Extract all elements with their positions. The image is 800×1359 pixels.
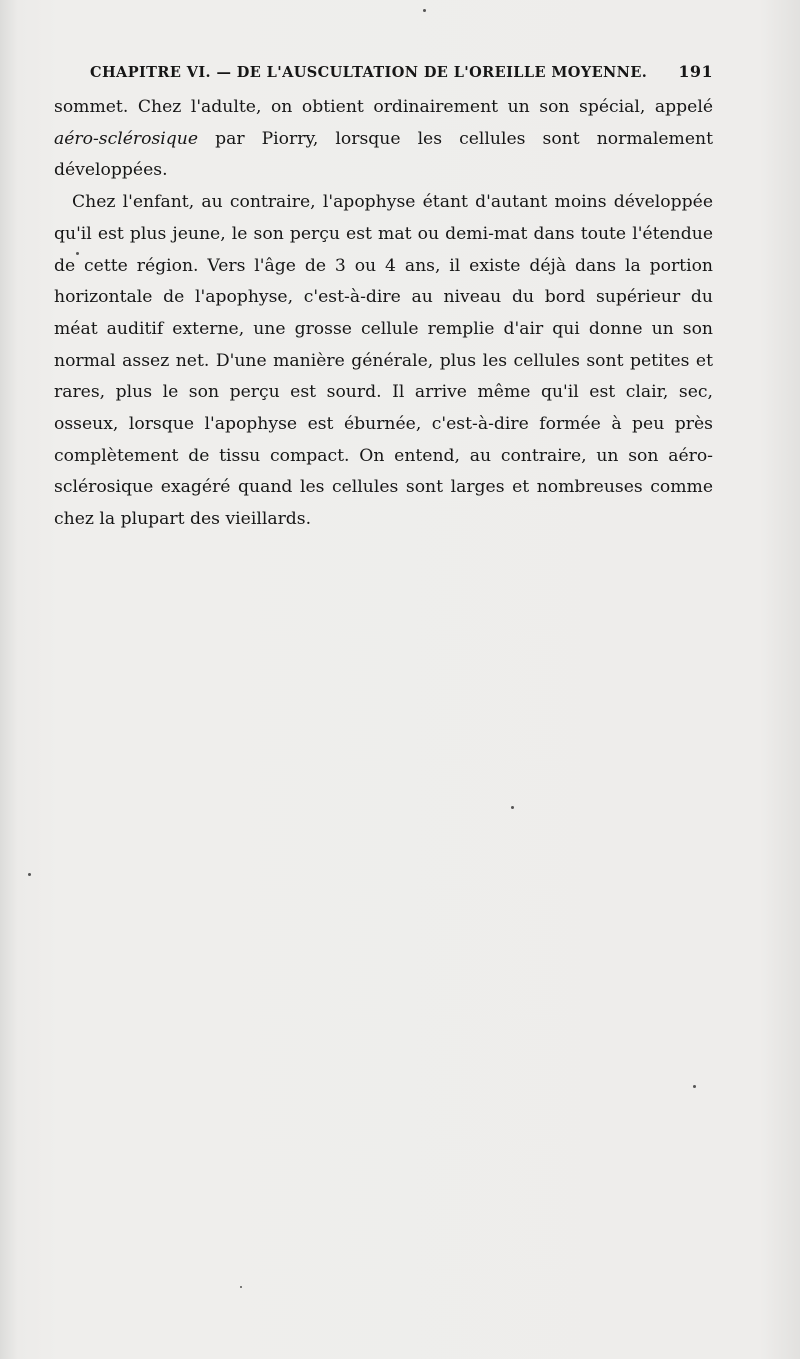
paragraph-2: Chez l'enfant, au contraire, l'apophyse étant d'autant moins développée qu'il est plus jeune, le son perçu est mat ou demi-mat dans toute l'étendue de cette région. Vers l'âge de 3 ou 4 ans, il existe déjà dans la portion horizontale de l'apophyse, c'est-à-dire au niveau du bord supérieur du méat auditif externe, une grosse cellule remplie d'air qui donne un son normal assez net. D'une manière générale, plus les cellules sont petites et rares, plus le son perçu est sourd. Il arrive même qu'il est clair, sec, osseux, lorsque l'apophyse est éburnée, c'est-à-dire formée à peu près complètement de tissu compact. On entend, au contraire, un son aéro-sclérosique exagéré quand les cellules sont larges et nombreuses comme chez la plupart des vieillards.	[54, 192, 713, 530]
running-header	[90, 62, 713, 81]
running-title: CHAPITRE VI. — DE L'AUSCULTATION DE L'OREILLE MOYENNE.	[90, 64, 648, 81]
page-number: 191	[678, 62, 713, 81]
ink-speck	[511, 806, 514, 809]
term-aero-sclerosique: aéro-sclérosique	[54, 128, 199, 149]
paragraph-1-end: par Piorry, lorsque les cellules sont normalement développées.	[54, 128, 713, 181]
paragraph-1	[54, 92, 713, 187]
ink-speck	[423, 9, 426, 12]
body-text	[54, 92, 713, 536]
paragraph-1-start: sommet. Chez l'adulte, on obtient ordinairement un son spécial, appelé	[54, 97, 713, 117]
bleed-through-text	[60, 560, 740, 623]
ink-speck	[28, 873, 31, 876]
ink-speck	[76, 252, 79, 255]
ink-speck	[240, 1286, 242, 1288]
ink-speck	[693, 1085, 696, 1088]
